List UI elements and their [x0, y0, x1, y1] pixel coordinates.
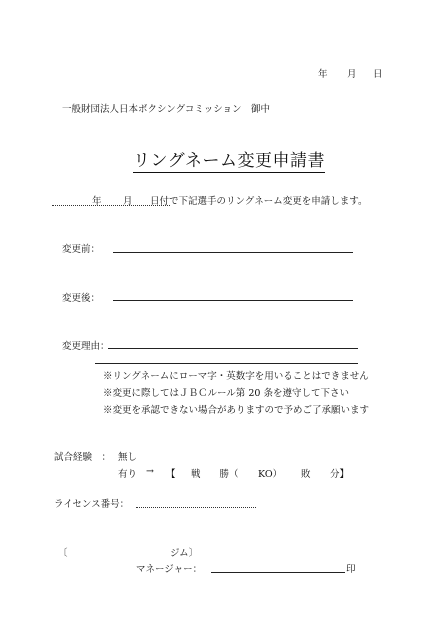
record-open-bracket: 【 — [166, 469, 176, 480]
reason-field-line-2[interactable] — [95, 363, 358, 364]
note-2: ※変更に際してはＪＢＣルール第 20 条を遵守して下さい — [103, 388, 349, 399]
date-month-label: 月 — [347, 69, 357, 80]
addressee: 一般財団法人日本ボクシングコミッション 御中 — [62, 104, 271, 115]
license-number-field[interactable] — [136, 507, 256, 508]
after-label: 変更後： — [62, 293, 101, 304]
seal-mark: 印 — [346, 564, 356, 575]
manager-name-field[interactable] — [211, 572, 345, 573]
record-losses: 敗 — [301, 469, 311, 480]
date-year-label: 年 — [318, 69, 328, 80]
experience-label: 試合経験 ： — [54, 452, 112, 463]
intro-year: 年 — [92, 196, 102, 207]
reason-field-line-1[interactable] — [108, 348, 358, 349]
before-label: 変更前： — [62, 244, 101, 255]
note-1: ※リングネームにローマ字・英数字を用いることはできません — [103, 371, 369, 382]
record-ko: KO） — [258, 469, 283, 480]
note-3: ※変更を承認できない場合がありますので予めご了承願います — [103, 405, 370, 416]
license-label: ライセンス番号： — [54, 499, 130, 510]
after-name-field[interactable] — [113, 300, 353, 301]
arrow-icon: → — [146, 466, 154, 477]
experience-none-option[interactable]: 無し — [118, 452, 138, 463]
intro-month: 月 — [123, 196, 133, 207]
gym-open-bracket: 〔 — [58, 548, 68, 559]
date-day-label: 日 — [373, 69, 383, 80]
manager-label: マネージャー： — [136, 564, 203, 575]
record-draws-close: 分】 — [330, 469, 350, 480]
form-title: リングネーム変更申請書 — [133, 146, 325, 173]
gym-close-label: ジム〕 — [170, 548, 199, 559]
reason-label: 変更理由： — [62, 341, 110, 352]
record-wins: 戦 勝（ — [191, 469, 239, 480]
before-name-field[interactable] — [113, 252, 353, 253]
intro-text: 日付で下記選手のリングネーム変更を申請します。 — [150, 196, 368, 207]
experience-yes-option[interactable]: 有り — [118, 469, 138, 480]
